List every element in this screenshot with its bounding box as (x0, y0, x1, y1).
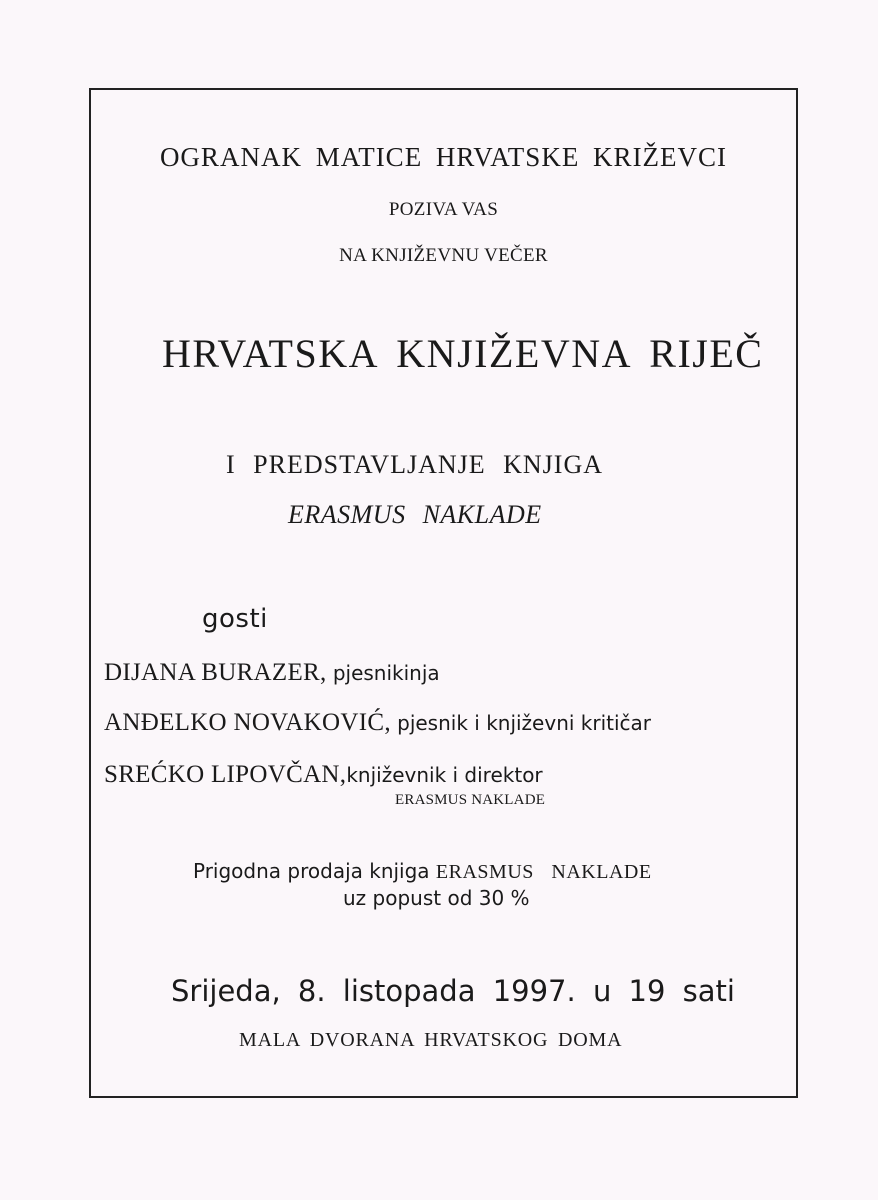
sale-notice-text: Prigodna prodaja knjiga (193, 859, 430, 883)
invitation-border (89, 88, 798, 1098)
guest-role: pjesnikinja (332, 661, 440, 685)
guest-name: ANĐELKO NOVAKOVIĆ, (104, 709, 391, 736)
event-date: Srijeda, 8. listopada 1997. u 19 sati (171, 974, 735, 1008)
guest-role-extra: ERASMUS NAKLADE (395, 792, 546, 808)
guest-role: pjesnik i književni kritičar (397, 711, 652, 735)
sale-publisher: ERASMUS NAKLADE (435, 861, 652, 883)
event-subtitle: I PREDSTAVLJANJE KNJIGA (226, 450, 604, 479)
guest-name: DIJANA BURAZER, (104, 659, 327, 686)
sale-discount: uz popust od 30 % (343, 886, 530, 910)
guest-name: SREĆKO LIPOVČAN, (104, 761, 347, 788)
publisher-name: ERASMUS NAKLADE (288, 500, 542, 529)
organization-name: OGRANAK MATICE HRVATSKE KRIŽEVCI (159, 142, 728, 172)
guest-item (104, 660, 440, 685)
guest-role: književnik i direktor (346, 763, 543, 787)
guest-item (104, 710, 651, 735)
guests-label: gosti (202, 604, 268, 634)
event-type: NA KNJIŽEVNU VEČER (339, 245, 548, 266)
sale-notice (193, 861, 652, 882)
guest-item (104, 762, 543, 787)
event-venue: MALA DVORANA HRVATSKOG DOMA (239, 1029, 623, 1051)
event-title: HRVATSKA KNJIŽEVNA RIJEČ (162, 331, 764, 376)
invites-text: POZIVA VAS (388, 199, 499, 220)
